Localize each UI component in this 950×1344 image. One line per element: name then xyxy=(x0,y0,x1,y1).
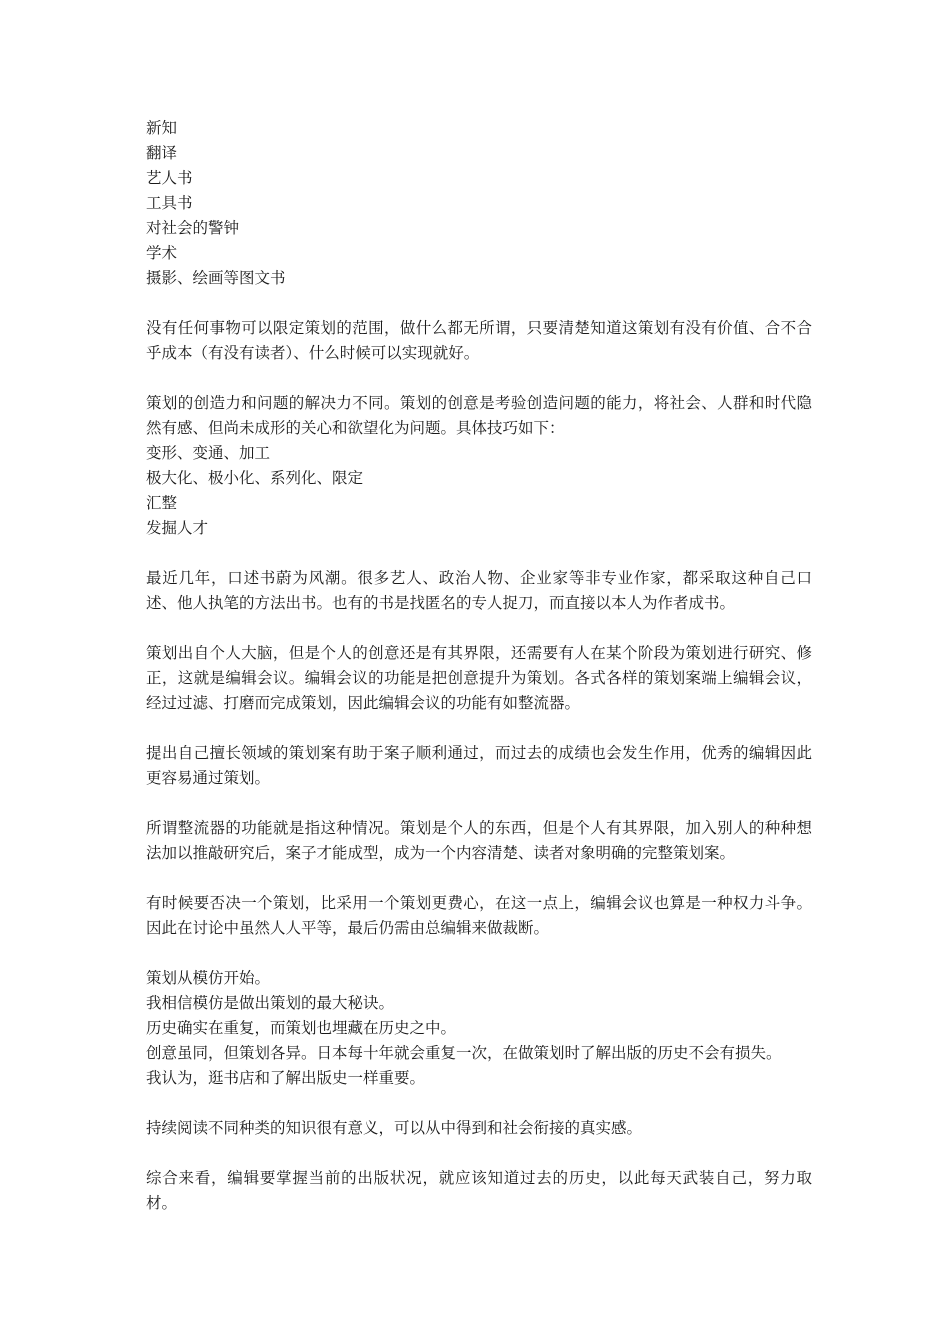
list-item: 创意虽同，但策划各异。日本每十年就会重复一次，在做策划时了解出版的历史不会有损失。 xyxy=(146,1044,782,1062)
paragraph: 策划的创造力和问题的解决力不同。策划的创意是考验创造问题的能力，将社会、人群和时代隐然有感、但尚未成形的关心和欲望化为问题。具体技巧如下： xyxy=(146,394,812,437)
paragraph: 所谓整流器的功能就是指这种情况。策划是个人的东西，但是个人有其界限，加入别人的种种想法加以推敲研究后，案子才能成型，成为一个内容清楚、读者对象明确的完整策划案。 xyxy=(146,819,812,862)
paragraph: 策划出自个人大脑，但是个人的创意还是有其界限，还需要有人在某个阶段为策划进行研究、修正，这就是编辑会议。编辑会议的功能是把创意提升为策划。各式各样的策划案端上编辑会议，经过过滤、打磨而完成策划，因此编辑会议的功能有如整流器。 xyxy=(146,644,812,712)
list-item: 发掘人才 xyxy=(146,519,209,537)
list-item: 学术 xyxy=(146,244,178,262)
list-item: 工具书 xyxy=(146,194,193,212)
list-item: 极大化、极小化、系列化、限定 xyxy=(146,469,364,487)
list-item: 新知 xyxy=(146,119,178,137)
paragraph: 综合来看，编辑要掌握当前的出版状况，就应该知道过去的历史，以此每天武装自己，努力取材。 xyxy=(146,1169,812,1212)
list-item: 变形、变通、加工 xyxy=(146,444,271,462)
book-type-list xyxy=(146,116,812,291)
list-item: 摄影、绘画等图文书 xyxy=(146,269,286,287)
list-item: 我相信模仿是做出策划的最大秘诀。 xyxy=(146,994,395,1012)
list-item: 汇整 xyxy=(146,494,178,512)
document-page xyxy=(146,116,812,1216)
list-item: 艺人书 xyxy=(146,169,193,187)
list-item: 策划从模仿开始。 xyxy=(146,969,271,987)
list-item: 我认为，逛书店和了解出版史一样重要。 xyxy=(146,1069,426,1087)
paragraph: 有时候要否决一个策划，比采用一个策划更费心，在这一点上，编辑会议也算是一种权力斗争。因此在讨论中虽然人人平等，最后仍需由总编辑来做裁断。 xyxy=(146,894,812,937)
paragraph: 提出自己擅长领域的策划案有助于案子顺利通过，而过去的成绩也会发生作用，优秀的编辑因此更容易通过策划。 xyxy=(146,744,812,787)
technique-list xyxy=(146,441,812,541)
list-item: 翻译 xyxy=(146,144,178,162)
paragraph: 没有任何事物可以限定策划的范围，做什么都无所谓，只要清楚知道这策划有没有价值、合不合乎成本（有没有读者）、什么时候可以实现就好。 xyxy=(146,319,812,362)
list-item: 对社会的警钟 xyxy=(146,219,240,237)
paragraph: 最近几年，口述书蔚为风潮。很多艺人、政治人物、企业家等非专业作家，都采取这种自己口述、他人执笔的方法出书。也有的书是找匿名的专人捉刀，而直接以本人为作者成书。 xyxy=(146,569,812,612)
list-item: 历史确实在重复，而策划也埋藏在历史之中。 xyxy=(146,1019,457,1037)
paragraph: 持续阅读不同种类的知识很有意义，可以从中得到和社会衔接的真实感。 xyxy=(146,1119,643,1137)
imitation-list xyxy=(146,966,812,1091)
